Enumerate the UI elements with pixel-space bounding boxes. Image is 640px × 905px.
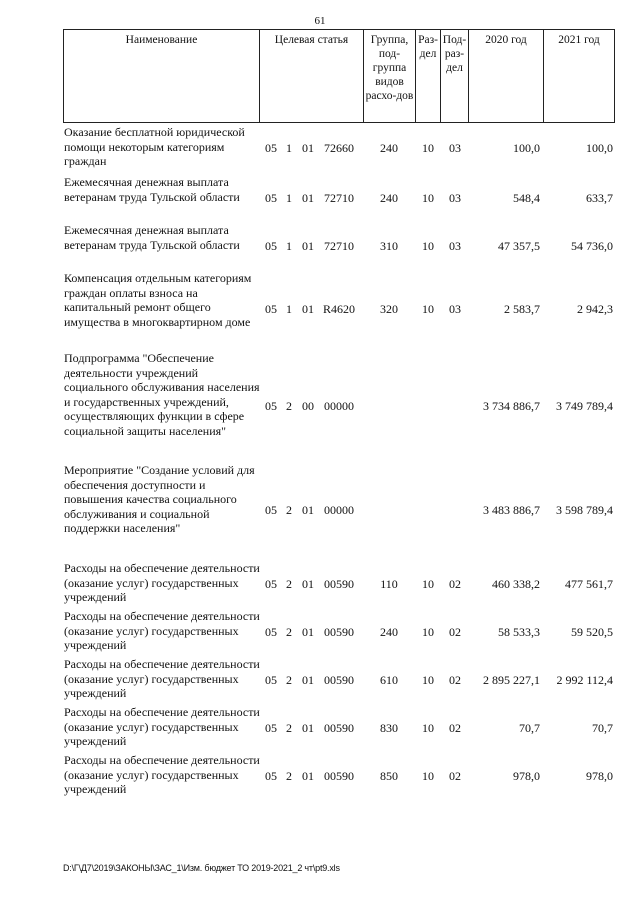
subsection: 02: [449, 577, 461, 591]
csr-direction: 00590: [324, 769, 354, 783]
amount-2020: 2 583,7: [504, 302, 540, 316]
csr-program: 05: [265, 721, 277, 735]
amount-2021: 633,7: [586, 191, 613, 205]
csr-program: 05: [265, 141, 277, 155]
csr-subprogram: 1: [286, 302, 292, 316]
csr-event: 01: [302, 577, 314, 591]
amount-2021: 978,0: [586, 769, 613, 783]
amount-2021: 3 598 789,4: [556, 503, 613, 517]
csr-event: 01: [302, 673, 314, 687]
csr-program: 05: [265, 769, 277, 783]
csr-direction: 00000: [324, 399, 354, 413]
amount-2020: 3 734 886,7: [483, 399, 540, 413]
csr-program: 05: [265, 673, 277, 687]
csr-event: 01: [302, 141, 314, 155]
csr-program: 05: [265, 191, 277, 205]
section: 10: [422, 577, 434, 591]
file-path-footer: D:\Г\Д7\2019\ЗАКОНЫ\ЗАС_1\Изм. бюджет ТО 2019-2021_2 чт\pt9.xls: [63, 863, 340, 873]
csr-direction: 00590: [324, 577, 354, 591]
csr-subprogram: 2: [286, 503, 292, 517]
csr-subprogram: 1: [286, 191, 292, 205]
csr-event: 01: [302, 769, 314, 783]
amount-2020: 2 895 227,1: [483, 673, 540, 687]
section: 10: [422, 141, 434, 155]
csr-direction: 72710: [324, 191, 354, 205]
expense-group: 320: [380, 302, 398, 316]
csr-event: 01: [302, 503, 314, 517]
csr-event: 01: [302, 302, 314, 316]
csr-subprogram: 1: [286, 239, 292, 253]
csr-program: 05: [265, 239, 277, 253]
subsection: 03: [449, 141, 461, 155]
subsection: 02: [449, 625, 461, 639]
csr-direction: R4620: [322, 302, 355, 316]
header-expense-group: Группа, под-группа видов расхо-дов: [363, 29, 416, 123]
expense-group: 240: [380, 625, 398, 639]
section: 10: [422, 673, 434, 687]
csr-event: 01: [302, 191, 314, 205]
subsection: 03: [449, 191, 461, 205]
amount-2020: 460 338,2: [492, 577, 540, 591]
row-name: Расходы на обеспечение деятельности (оказание услуг) государственных учреждений: [64, 657, 260, 700]
header-section: Раз-дел: [415, 29, 441, 123]
csr-event: 01: [302, 721, 314, 735]
csr-subprogram: 2: [286, 625, 292, 639]
row-name: Расходы на обеспечение деятельности (оказание услуг) государственных учреждений: [64, 705, 260, 748]
csr-program: 05: [265, 577, 277, 591]
subsection: 03: [449, 239, 461, 253]
amount-2020: 548,4: [513, 191, 540, 205]
csr-direction: 00590: [324, 673, 354, 687]
section: 10: [422, 191, 434, 205]
csr-event: 00: [302, 399, 314, 413]
header-target-article: Целевая статья: [259, 29, 364, 123]
amount-2021: 2 942,3: [577, 302, 613, 316]
amount-2020: 3 483 886,7: [483, 503, 540, 517]
csr-direction: 00590: [324, 625, 354, 639]
csr-event: 01: [302, 239, 314, 253]
header-year-2021: 2021 год: [543, 29, 615, 123]
amount-2020: 100,0: [513, 141, 540, 155]
header-name: Наименование: [63, 29, 260, 123]
expense-group: 240: [380, 191, 398, 205]
expense-group: 850: [380, 769, 398, 783]
amount-2020: 70,7: [519, 721, 540, 735]
section: 10: [422, 239, 434, 253]
csr-direction: 00000: [324, 503, 354, 517]
section: 10: [422, 769, 434, 783]
amount-2021: 59 520,5: [571, 625, 613, 639]
csr-direction: 00590: [324, 721, 354, 735]
subsection: 02: [449, 721, 461, 735]
page-number: 61: [314, 15, 326, 27]
row-name: Мероприятие "Создание условий для обеспечения доступности и повышения качества социального обслуживания и социальной поддержки населения": [64, 463, 255, 535]
amount-2021: 2 992 112,4: [556, 673, 613, 687]
section: 10: [422, 302, 434, 316]
csr-program: 05: [265, 503, 277, 517]
csr-subprogram: 2: [286, 577, 292, 591]
header-subsection: Под-раз-дел: [440, 29, 469, 123]
csr-subprogram: 2: [286, 769, 292, 783]
header-year-2020: 2020 год: [468, 29, 544, 123]
section: 10: [422, 721, 434, 735]
amount-2021: 54 736,0: [571, 239, 613, 253]
csr-subprogram: 1: [286, 141, 292, 155]
amount-2020: 47 357,5: [498, 239, 540, 253]
row-name: Оказание бесплатной юридической помощи некоторым категориям граждан: [64, 125, 245, 168]
subsection: 02: [449, 673, 461, 687]
row-name: Ежемесячная денежная выплата ветеранам труда Тульской области: [64, 223, 240, 252]
amount-2020: 978,0: [513, 769, 540, 783]
row-name: Компенсация отдельным категориям граждан оплаты взноса на капитальный ремонт общего имущества в многоквартирном доме: [64, 271, 252, 329]
row-name: Подпрограмма "Обеспечение деятельности учреждений социального обслуживания населения и государственных учреждений, осуществляющих функции в сфере социальной защиты населения": [64, 351, 260, 438]
expense-group: 110: [380, 577, 398, 591]
csr-program: 05: [265, 399, 277, 413]
amount-2020: 58 533,3: [498, 625, 540, 639]
csr-event: 01: [302, 625, 314, 639]
amount-2021: 477 561,7: [565, 577, 613, 591]
subsection: 03: [449, 302, 461, 316]
amount-2021: 3 749 789,4: [556, 399, 613, 413]
csr-direction: 72710: [324, 239, 354, 253]
csr-subprogram: 2: [286, 721, 292, 735]
row-name: Ежемесячная денежная выплата ветеранам труда Тульской области: [64, 175, 240, 204]
subsection: 02: [449, 769, 461, 783]
row-name: Расходы на обеспечение деятельности (оказание услуг) государственных учреждений: [64, 609, 260, 652]
expense-group: 830: [380, 721, 398, 735]
csr-program: 05: [265, 625, 277, 639]
amount-2021: 70,7: [592, 721, 613, 735]
csr-subprogram: 2: [286, 399, 292, 413]
csr-direction: 72660: [324, 141, 354, 155]
csr-subprogram: 2: [286, 673, 292, 687]
row-name: Расходы на обеспечение деятельности (оказание услуг) государственных учреждений: [64, 561, 260, 604]
row-name: Расходы на обеспечение деятельности (оказание услуг) государственных учреждений: [64, 753, 260, 796]
section: 10: [422, 625, 434, 639]
amount-2021: 100,0: [586, 141, 613, 155]
csr-program: 05: [265, 302, 277, 316]
expense-group: 240: [380, 141, 398, 155]
expense-group: 310: [380, 239, 398, 253]
expense-group: 610: [380, 673, 398, 687]
